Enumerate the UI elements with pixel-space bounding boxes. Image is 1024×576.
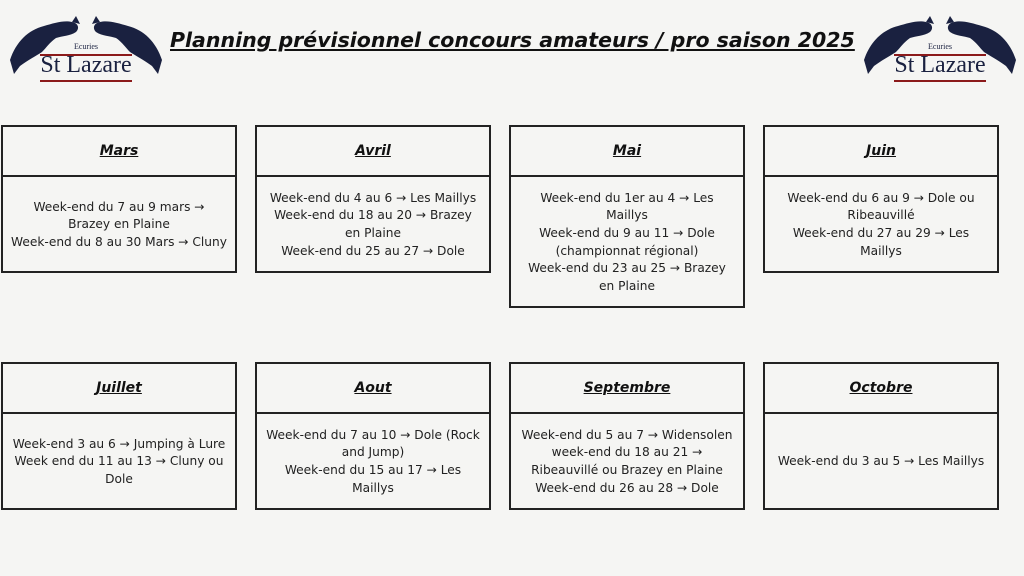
month-title: Avril <box>257 127 489 177</box>
month-card-avril <box>255 125 491 273</box>
event-line: Week-end du 4 au 6 → Les Maillys <box>269 190 477 205</box>
month-card-aout <box>255 362 491 510</box>
month-title: Aout <box>257 364 489 414</box>
month-events <box>511 414 743 510</box>
month-title: Mai <box>511 127 743 177</box>
month-title: Juillet <box>3 364 235 414</box>
event-line: Week-end du 8 au 30 Mars → Cluny <box>11 234 227 249</box>
month-card-juillet <box>1 362 237 510</box>
month-events <box>765 414 997 510</box>
event-line: Week-end du 23 au 25 → Brazey en Plaine <box>528 261 726 293</box>
logo-right <box>860 12 1020 88</box>
month-events <box>3 177 235 273</box>
event-line: Week-end du 27 au 29 → Les Maillys <box>792 226 970 258</box>
month-card-juin <box>763 125 999 273</box>
page-title: Planning prévisionnel concours amateurs / pro saison 2025 <box>170 28 855 52</box>
logo-subtitle: Ecuries <box>928 42 952 51</box>
event-line: week-end du 18 au 21 → Ribeauvillé ou Brazey en Plaine <box>531 445 723 477</box>
month-title: Mars <box>3 127 235 177</box>
logo-name: St Lazare <box>40 52 132 78</box>
month-title: Septembre <box>511 364 743 414</box>
month-events <box>257 414 489 510</box>
month-events <box>511 177 743 308</box>
event-line: Week-end du 7 au 10 → Dole (Rock and Jump) <box>266 427 480 460</box>
month-card-septembre <box>509 362 745 510</box>
event-line: Week-end du 9 au 11 → Dole (championnat régional) <box>539 225 715 258</box>
event-line: Week-end du 7 au 9 mars → Brazey en Plaine <box>33 199 205 232</box>
event-line: Week-end du 26 au 28 → Dole <box>535 480 719 495</box>
event-line: Week-end du 1er au 4 → Les Maillys <box>540 190 714 223</box>
month-card-mars <box>1 125 237 273</box>
logo-name: St Lazare <box>894 52 986 78</box>
event-line: Week-end du 6 au 9 → Dole ou Ribeauvillé <box>787 190 975 223</box>
month-card-octobre <box>763 362 999 510</box>
event-line: Week-end du 15 au 17 → Les Maillys <box>284 463 462 495</box>
event-line: Week end du 11 au 13 → Cluny ou Dole <box>14 454 224 486</box>
month-events <box>765 177 997 273</box>
event-line: Week-end du 5 au 7 → Widensolen <box>521 427 733 442</box>
month-events <box>257 177 489 273</box>
event-line: Week-end du 18 au 20 → Brazey en Plaine <box>274 208 472 240</box>
month-title: Juin <box>765 127 997 177</box>
logo-left <box>6 12 166 88</box>
event-line: Week-end du 25 au 27 → Dole <box>281 243 465 258</box>
month-events <box>3 414 235 510</box>
event-line: Week-end du 3 au 5 → Les Maillys <box>777 454 985 469</box>
month-card-mai <box>509 125 745 308</box>
month-title: Octobre <box>765 364 997 414</box>
logo-subtitle: Ecuries <box>74 42 98 51</box>
event-line: Week-end 3 au 6 → Jumping à Lure <box>12 436 226 451</box>
